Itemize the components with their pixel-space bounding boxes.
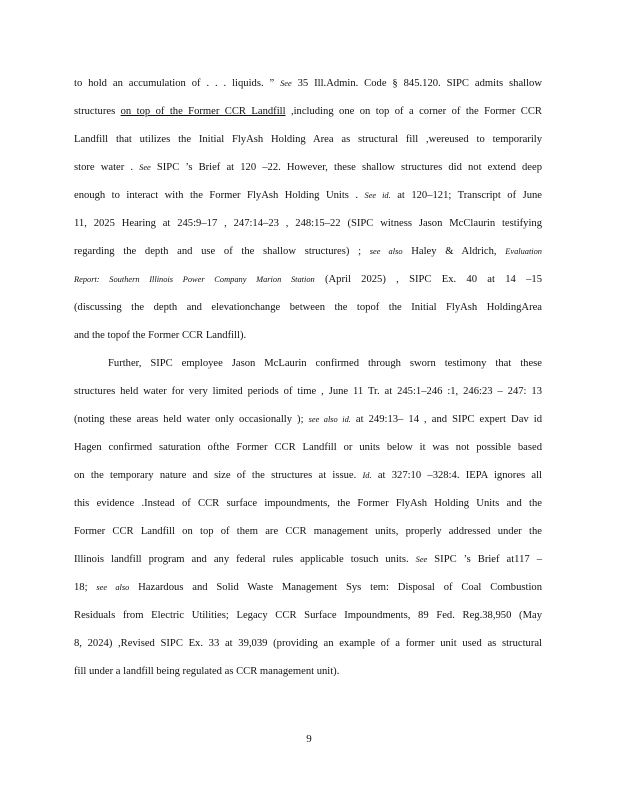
text-line <box>74 245 542 259</box>
text-run: Residuals from Electric Utilities; Legacy CCR Surface Impoundments, 89 Fed. Reg.38,950 (May <box>74 610 542 621</box>
text-run: (noting these areas held water only occasionally ); <box>74 414 309 425</box>
text-run: store water . <box>74 162 140 173</box>
text-run: 35 Ill.Admin. Code § 845.120. SIPC admits shallow <box>291 78 542 89</box>
underlined-text: on top of the Former CCR Landfill <box>120 106 286 117</box>
text-line <box>74 553 542 567</box>
text-line <box>74 525 542 539</box>
text-line <box>108 357 542 371</box>
text-run: structures <box>74 106 121 117</box>
text-run: (April 2025) , SIPC Ex. 40 at 14 –15 <box>314 274 542 285</box>
citation-signal: Report: Southern Illinois Power Company Marion Station <box>74 275 315 284</box>
text-line <box>74 385 542 399</box>
text-run: ,including one on top of a corner of the Former CCR <box>285 106 542 117</box>
text-run: structures held water for very limited periods of time , June 11 Tr. at 245:1–246 :1, 246:23 – 247: 13 <box>74 386 542 397</box>
text-run: regarding the depth and use of the shallow structures) ; <box>74 246 370 257</box>
text-run: at 327:10 –328:4. IEPA ignores all <box>371 470 542 481</box>
citation-signal: see also <box>96 583 130 592</box>
text-run: 11, 2025 Hearing at 245:9–17 , 247:14–23 , 248:15–22 (SIPC witness Jason McClaurin testifying <box>74 218 542 229</box>
text-run: fill under a landfill being regulated as CCR management unit). <box>74 666 340 677</box>
text-line <box>74 665 542 679</box>
text-line <box>74 609 542 623</box>
text-run: Haley & Aldrich, <box>402 246 506 257</box>
text-line <box>74 441 542 455</box>
text-run: this evidence .Instead of CCR surface impoundments, the Former FlyAsh Holding Units and the <box>74 498 542 509</box>
text-line <box>74 161 542 175</box>
text-run: 8, 2024) ,Revised SIPC Ex. 33 at 39,039 (providing an example of a former unit used as structural <box>74 638 542 649</box>
text-run: to hold an accumulation of . . . liquids. ” <box>74 78 281 89</box>
text-run: SIPC ’s Brief at 120 –22. However, these shallow structures did not extend deep <box>150 162 542 173</box>
text-line <box>74 77 542 91</box>
text-run: SIPC ’s Brief at117 – <box>427 554 542 565</box>
text-line <box>74 469 542 483</box>
text-run: Hazardous and Solid Waste Management Sys tem: Disposal of Coal Combustion <box>129 582 543 593</box>
text-run: Hagen confirmed saturation ofthe Former CCR Landfill or units below it was not possible based <box>74 442 542 453</box>
text-run: Landfill that utilizes the Initial FlyAsh Holding Area as structural fill ,wereused to temporarily <box>74 134 542 145</box>
citation-signal: See id. <box>364 191 391 200</box>
text-run: at 249:13– 14 , and SIPC expert Dav id <box>350 414 542 425</box>
citation-signal: Evaluation <box>505 247 542 256</box>
text-run: enough to interact with the Former FlyAsh Holding Units . <box>74 190 365 201</box>
text-line <box>74 301 542 315</box>
text-run: Illinois landfill program and any federal rules applicable tosuch units. <box>74 554 416 565</box>
text-run: on the temporary nature and size of the structures at issue. <box>74 470 363 481</box>
page-number: 9 <box>306 733 312 745</box>
text-run: and the topof the Former CCR Landfill). <box>74 330 247 341</box>
text-line <box>74 581 542 595</box>
text-line <box>74 133 542 147</box>
text-line <box>74 329 542 343</box>
citation-signal: See <box>280 79 292 88</box>
text-line <box>74 189 542 203</box>
text-run: Further, SIPC employee Jason McLaurin confirmed through sworn testimony that these <box>108 358 542 369</box>
text-line <box>74 637 542 651</box>
citation-signal: See <box>139 163 151 172</box>
citation-signal: Id. <box>362 471 372 480</box>
citation-signal: See <box>415 555 428 564</box>
citation-signal: see also id. <box>308 415 351 424</box>
text-run: (discussing the depth and elevationchange between the topof the Initial FlyAsh HoldingArea <box>74 302 542 313</box>
text-run: at 120–121; Transcript of June <box>390 190 543 201</box>
text-line <box>74 105 542 119</box>
text-line <box>74 273 542 287</box>
text-line <box>74 413 542 427</box>
text-line <box>74 497 542 511</box>
citation-signal: see also <box>369 247 403 256</box>
text-run: Former CCR Landfill on top of them are CCR management units, properly addressed under the <box>74 526 542 537</box>
text-run: 18; <box>74 582 97 593</box>
text-line <box>74 217 542 231</box>
